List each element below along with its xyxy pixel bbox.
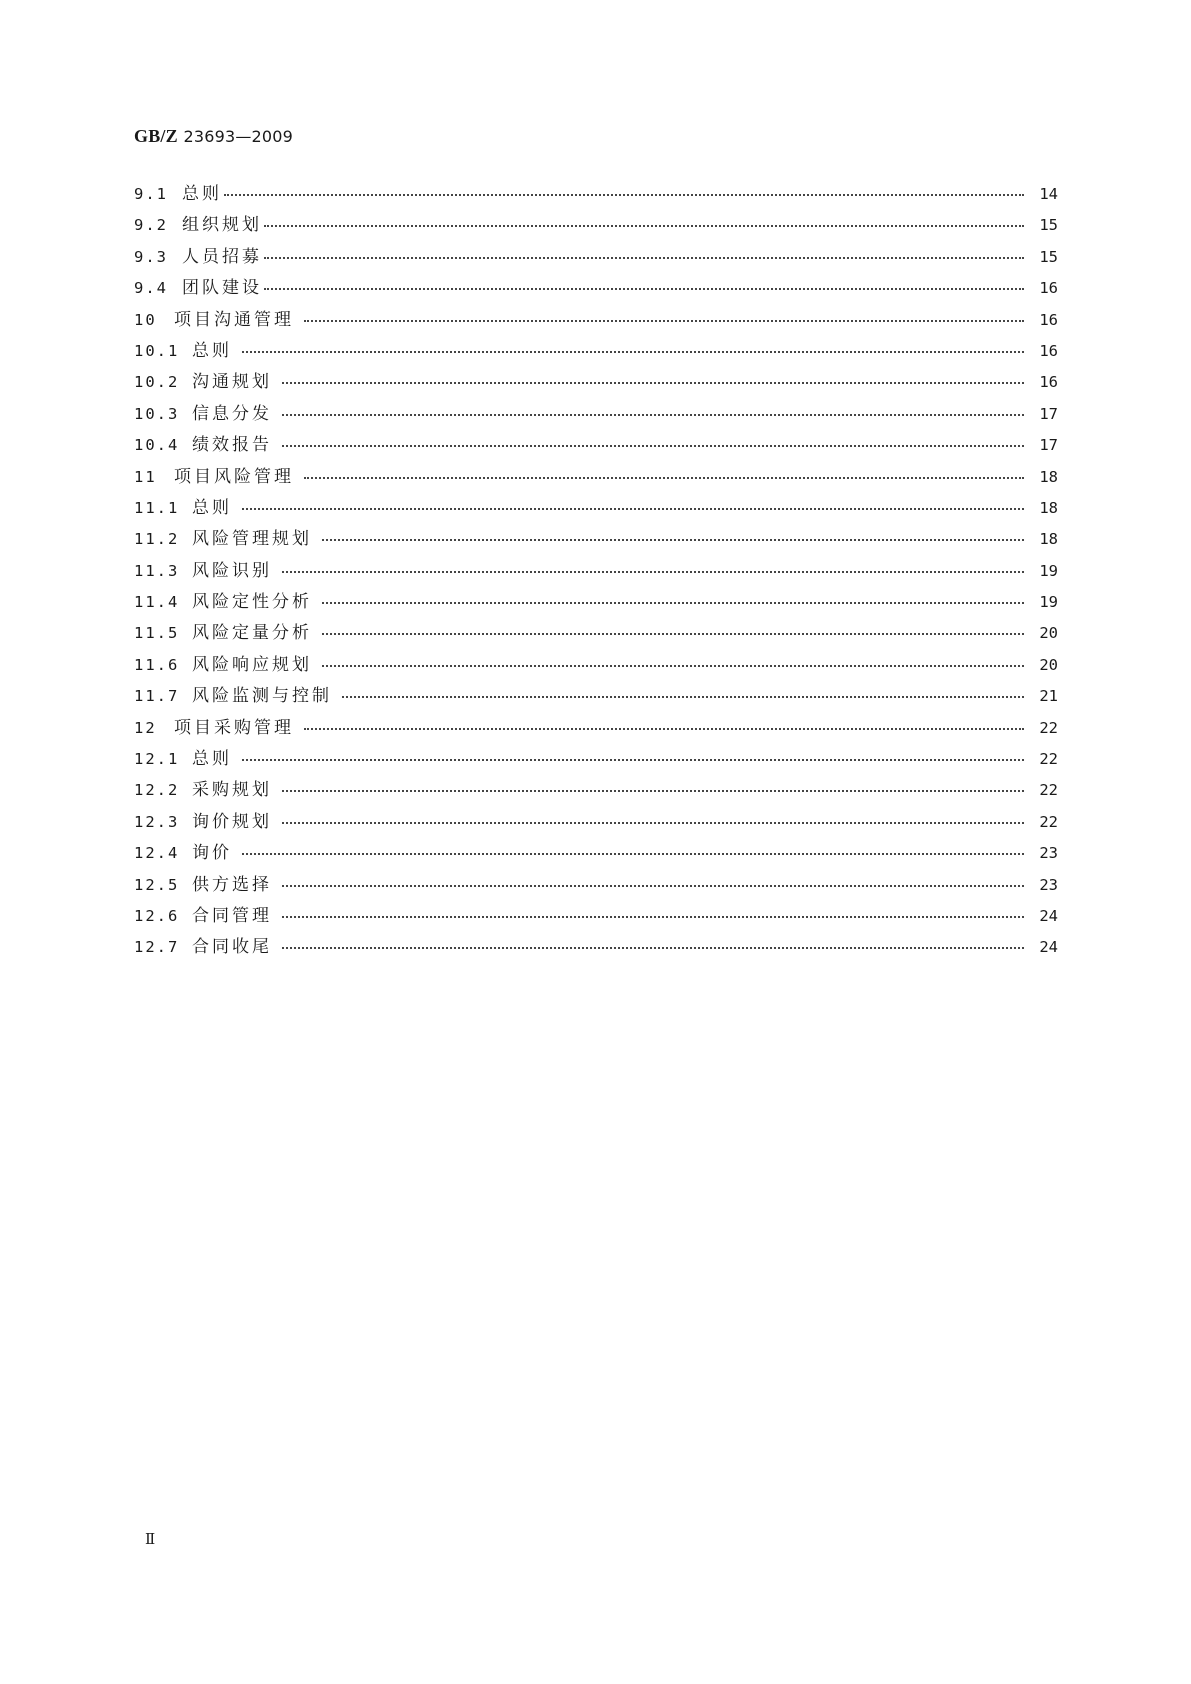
toc-entry-number: 11.3: [134, 561, 180, 580]
toc-entry-title: 团队建设: [182, 278, 262, 299]
toc-entry-page: 20: [1039, 624, 1058, 643]
toc-entry[interactable]: [134, 336, 1058, 367]
dot-leader: [282, 807, 1024, 827]
dot-leader: [304, 713, 1024, 733]
toc-entry-number: 9.1: [134, 185, 168, 203]
standard-prefix: GB/Z: [134, 126, 178, 146]
toc-entry-title: 总则: [192, 749, 232, 770]
toc-entry-number: 12.4: [134, 844, 180, 863]
toc-entry-title: 询价规划: [192, 811, 272, 832]
toc-entry[interactable]: [134, 587, 1058, 618]
toc-entry-page: 22: [1039, 718, 1058, 737]
toc-entry-title: 项目采购管理: [174, 717, 294, 738]
dot-leader: [304, 462, 1024, 482]
toc-entry[interactable]: [134, 932, 1058, 963]
dot-leader: [242, 744, 1024, 764]
toc-entry-page: 15: [1039, 216, 1058, 235]
dot-leader: [282, 430, 1024, 450]
toc-entry-number: 10: [134, 310, 157, 329]
toc-entry-title: 总则: [192, 497, 232, 518]
dot-leader: [322, 618, 1024, 638]
toc-entry-number: 12.3: [134, 812, 180, 831]
toc-entry-number: 11.6: [134, 655, 180, 674]
toc-entry[interactable]: [134, 210, 1058, 241]
toc-entry-page: 16: [1039, 279, 1058, 298]
toc-entry-title: 询价: [192, 843, 232, 864]
toc-entry[interactable]: [134, 242, 1058, 273]
toc-entry-number: 11.7: [134, 687, 180, 706]
toc-entry-number: 10.3: [134, 404, 180, 423]
toc-entry[interactable]: [134, 807, 1058, 838]
dot-leader: [282, 775, 1024, 795]
toc-entry-number: 11.2: [134, 530, 180, 549]
dot-leader: [322, 524, 1024, 544]
toc-entry-page: 23: [1039, 875, 1058, 894]
toc-entry-number: 9.2: [134, 216, 168, 235]
dot-leader: [342, 681, 1024, 701]
dot-leader: [264, 273, 1024, 293]
toc-entry-number: 11.4: [134, 593, 180, 612]
toc-entry-number: 12.7: [134, 938, 180, 957]
toc-entry-number: 12: [134, 718, 157, 737]
toc-entry[interactable]: [134, 179, 1058, 210]
toc-entry-page: 24: [1039, 906, 1058, 925]
toc-entry-title: 合同管理: [192, 905, 272, 926]
toc-entry-title: 绩效报告: [192, 435, 272, 456]
toc-entry[interactable]: [134, 430, 1058, 461]
toc-entry[interactable]: [134, 775, 1058, 806]
toc-entry[interactable]: [134, 273, 1058, 304]
toc-entry-title: 总则: [182, 184, 222, 204]
toc-entry-title: 信息分发: [192, 403, 272, 424]
toc-entry[interactable]: [134, 305, 1058, 336]
document-header: [134, 126, 293, 147]
toc-entry-title: 风险响应规划: [192, 654, 312, 675]
dot-leader: [242, 493, 1024, 513]
toc-entry[interactable]: [134, 838, 1058, 869]
toc-entry-page: 23: [1039, 844, 1058, 863]
page-number: Ⅱ: [145, 1530, 156, 1548]
toc-entry[interactable]: [134, 367, 1058, 398]
toc-entry-page: 18: [1039, 467, 1058, 486]
toc-entry-number: 12.1: [134, 750, 180, 769]
toc-entry-number: 11.1: [134, 498, 180, 517]
toc-entry-page: 15: [1039, 247, 1058, 266]
toc-entry[interactable]: [134, 462, 1058, 493]
toc-entry-page: 16: [1039, 373, 1058, 392]
dot-leader: [264, 210, 1024, 230]
toc-entry-page: 14: [1039, 185, 1058, 203]
toc-entry-page: 18: [1039, 530, 1058, 549]
toc-entry[interactable]: [134, 618, 1058, 649]
toc-entry-number: 12.2: [134, 781, 180, 800]
dot-leader: [282, 556, 1024, 576]
toc-entry[interactable]: [134, 744, 1058, 775]
toc-entry-title: 供方选择: [192, 874, 272, 895]
dot-leader: [282, 367, 1024, 387]
toc-entry-page: 17: [1039, 404, 1058, 423]
toc-entry-page: 22: [1039, 781, 1058, 800]
toc-entry-page: 21: [1039, 687, 1058, 706]
dot-leader: [282, 399, 1024, 419]
table-of-contents: [134, 179, 1058, 964]
toc-entry[interactable]: [134, 681, 1058, 712]
toc-entry-title: 项目沟通管理: [174, 309, 294, 330]
toc-entry-title: 风险定性分析: [192, 592, 312, 613]
toc-entry[interactable]: [134, 399, 1058, 430]
toc-entry-number: 9.3: [134, 247, 168, 266]
toc-entry-title: 沟通规划: [192, 372, 272, 393]
toc-entry-number: 12.6: [134, 906, 180, 925]
toc-entry[interactable]: [134, 524, 1058, 555]
toc-entry-page: 22: [1039, 750, 1058, 769]
toc-entry-number: 12.5: [134, 875, 180, 894]
dot-leader: [242, 336, 1024, 356]
dot-leader: [282, 901, 1024, 921]
toc-entry-page: 20: [1039, 655, 1058, 674]
toc-entry-title: 人员招募: [182, 246, 262, 267]
toc-entry[interactable]: [134, 870, 1058, 901]
toc-entry-title: 风险监测与控制: [192, 686, 332, 707]
dot-leader: [282, 870, 1024, 890]
toc-entry-title: 风险定量分析: [192, 623, 312, 644]
toc-entry-number: 10.4: [134, 436, 180, 455]
toc-entry[interactable]: [134, 650, 1058, 681]
dot-leader: [224, 179, 1024, 199]
toc-entry-page: 22: [1039, 812, 1058, 831]
toc-entry-title: 项目风险管理: [174, 466, 294, 487]
toc-entry[interactable]: [134, 901, 1058, 932]
toc-entry-number: 11.5: [134, 624, 180, 643]
toc-entry[interactable]: [134, 493, 1058, 524]
toc-entry-number: 10.2: [134, 373, 180, 392]
toc-entry-page: 18: [1039, 498, 1058, 517]
toc-entry-title: 风险识别: [192, 560, 272, 581]
standard-number: 23693—2009: [183, 127, 294, 146]
toc-entry-title: 组织规划: [182, 215, 262, 236]
dot-leader: [322, 650, 1024, 670]
toc-entry[interactable]: [134, 556, 1058, 587]
toc-entry-number: 9.4: [134, 279, 168, 298]
dot-leader: [242, 838, 1024, 858]
toc-entry-page: 19: [1039, 593, 1058, 612]
toc-entry-page: 19: [1039, 561, 1058, 580]
toc-entry-number: 11: [134, 467, 157, 486]
dot-leader: [304, 305, 1024, 325]
toc-entry-title: 合同收尾: [192, 937, 272, 958]
dot-leader: [322, 587, 1024, 607]
toc-entry-page: 24: [1039, 938, 1058, 957]
dot-leader: [282, 932, 1024, 952]
toc-entry-page: 16: [1039, 341, 1058, 360]
dot-leader: [264, 242, 1024, 262]
toc-entry-number: 10.1: [134, 341, 180, 360]
toc-entry-title: 总则: [192, 340, 232, 361]
toc-entry-title: 采购规划: [192, 780, 272, 801]
toc-entry-page: 16: [1039, 310, 1058, 329]
toc-entry-title: 风险管理规划: [192, 529, 312, 550]
toc-entry-page: 17: [1039, 436, 1058, 455]
toc-entry[interactable]: [134, 713, 1058, 744]
